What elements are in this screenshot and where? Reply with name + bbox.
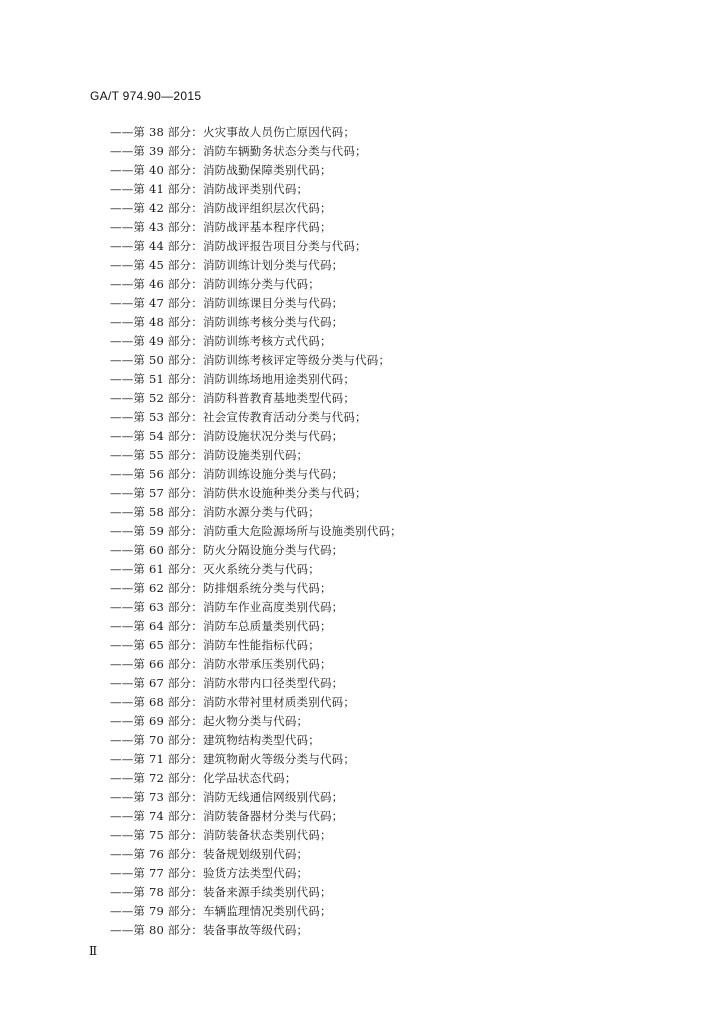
list-item bbox=[110, 617, 670, 636]
list-item bbox=[110, 921, 670, 940]
list-item bbox=[110, 161, 670, 180]
list-item-text: ——第 56 部分：消防训练设施分类与代码； bbox=[110, 467, 344, 481]
list-item bbox=[110, 408, 670, 427]
list-item-text: ——第 72 部分：化学品状态代码； bbox=[110, 771, 297, 785]
list-item-text: ——第 54 部分：消防设施状况分类与代码； bbox=[110, 429, 344, 443]
list-item bbox=[110, 446, 670, 465]
list-item-text: ——第 63 部分：消防车作业高度类别代码； bbox=[110, 600, 344, 614]
list-item bbox=[110, 712, 670, 731]
list-item bbox=[110, 636, 670, 655]
list-item-text: ——第 53 部分：社会宣传教育活动分类与代码； bbox=[110, 410, 367, 424]
list-item-text: ——第 76 部分：装备规划级别代码； bbox=[110, 847, 309, 861]
list-item bbox=[110, 389, 670, 408]
list-item bbox=[110, 218, 670, 237]
list-item-text: ——第 79 部分：车辆监理情况类别代码； bbox=[110, 904, 332, 918]
list-item bbox=[110, 674, 670, 693]
list-item-text: ——第 39 部分：消防车辆勤务状态分类与代码； bbox=[110, 144, 367, 158]
list-item-text: ——第 65 部分：消防车性能指标代码； bbox=[110, 638, 320, 652]
list-item bbox=[110, 465, 670, 484]
list-item-text: ——第 69 部分：起火物分类与代码； bbox=[110, 714, 309, 728]
list-item bbox=[110, 560, 670, 579]
list-item bbox=[110, 788, 670, 807]
list-item-text: ——第 57 部分：消防供水设施种类分类与代码； bbox=[110, 486, 367, 500]
list-item-text: ——第 52 部分：消防科普教育基地类型代码； bbox=[110, 391, 356, 405]
part-list bbox=[110, 123, 670, 940]
list-item-text: ——第 48 部分：消防训练考核分类与代码； bbox=[110, 315, 344, 329]
list-item bbox=[110, 731, 670, 750]
list-item-text: ——第 62 部分：防排烟系统分类与代码； bbox=[110, 581, 332, 595]
list-item-text: ——第 49 部分：消防训练考核方式代码； bbox=[110, 334, 332, 348]
list-item bbox=[110, 902, 670, 921]
list-item-text: ——第 67 部分：消防水带内口径类型代码； bbox=[110, 676, 344, 690]
list-item-text: ——第 44 部分：消防战评报告项目分类与代码； bbox=[110, 239, 367, 253]
list-item-text: ——第 66 部分：消防水带承压类别代码； bbox=[110, 657, 332, 671]
list-item bbox=[110, 294, 670, 313]
list-item-text: ——第 41 部分：消防战评类别代码； bbox=[110, 182, 309, 196]
list-item bbox=[110, 750, 670, 769]
list-item bbox=[110, 541, 670, 560]
list-item-text: ——第 45 部分：消防训练计划分类与代码； bbox=[110, 258, 344, 272]
list-item-text: ——第 71 部分：建筑物耐火等级分类与代码； bbox=[110, 752, 356, 766]
list-item bbox=[110, 693, 670, 712]
list-item bbox=[110, 826, 670, 845]
list-item-text: ——第 43 部分：消防战评基本程序代码； bbox=[110, 220, 332, 234]
list-item-text: ——第 58 部分：消防水源分类与代码； bbox=[110, 505, 320, 519]
list-item-text: ——第 61 部分：灭火系统分类与代码； bbox=[110, 562, 320, 576]
list-item bbox=[110, 123, 670, 142]
page-number: Ⅱ bbox=[89, 944, 98, 958]
list-item-text: ——第 74 部分：消防装备器材分类与代码； bbox=[110, 809, 344, 823]
list-item bbox=[110, 522, 670, 541]
list-item bbox=[110, 199, 670, 218]
list-item bbox=[110, 845, 670, 864]
list-item bbox=[110, 598, 670, 617]
list-item-text: ——第 40 部分：消防战勤保障类别代码； bbox=[110, 163, 332, 177]
list-item-text: ——第 75 部分：消防装备状态类别代码； bbox=[110, 828, 332, 842]
list-item-text: ——第 42 部分：消防战评组织层次代码； bbox=[110, 201, 332, 215]
list-item bbox=[110, 370, 670, 389]
list-item-text: ——第 38 部分：火灾事故人员伤亡原因代码； bbox=[110, 125, 356, 139]
list-item-text: ——第 59 部分：消防重大危险源场所与设施类别代码； bbox=[110, 524, 402, 538]
list-item-text: ——第 55 部分：消防设施类别代码； bbox=[110, 448, 309, 462]
list-item bbox=[110, 427, 670, 446]
list-item bbox=[110, 351, 670, 370]
list-item-text: ——第 70 部分：建筑物结构类型代码； bbox=[110, 733, 320, 747]
list-item-text: ——第 68 部分：消防水带衬里材质类别代码； bbox=[110, 695, 356, 709]
list-item bbox=[110, 484, 670, 503]
document-code-header: GA/T 974.90—2015 bbox=[90, 89, 202, 103]
list-item bbox=[110, 883, 670, 902]
list-item-text: ——第 77 部分：验货方法类型代码； bbox=[110, 866, 309, 880]
list-item bbox=[110, 579, 670, 598]
list-item bbox=[110, 313, 670, 332]
list-item bbox=[110, 769, 670, 788]
list-item bbox=[110, 275, 670, 294]
list-item-text: ——第 51 部分：消防训练场地用途类别代码； bbox=[110, 372, 356, 386]
list-item-text: ——第 80 部分：装备事故等级代码； bbox=[110, 923, 309, 937]
list-item bbox=[110, 864, 670, 883]
list-item bbox=[110, 237, 670, 256]
list-item-text: ——第 73 部分：消防无线通信网级别代码； bbox=[110, 790, 344, 804]
list-item-text: ——第 50 部分：消防训练考核评定等级分类与代码； bbox=[110, 353, 391, 367]
list-item bbox=[110, 256, 670, 275]
list-item bbox=[110, 655, 670, 674]
list-item-text: ——第 60 部分：防火分隔设施分类与代码； bbox=[110, 543, 344, 557]
list-item-text: ——第 78 部分：装备来源手续类别代码； bbox=[110, 885, 332, 899]
list-item-text: ——第 46 部分：消防训练分类与代码； bbox=[110, 277, 320, 291]
list-item-text: ——第 64 部分：消防车总质量类别代码； bbox=[110, 619, 332, 633]
list-item-text: ——第 47 部分：消防训练课目分类与代码； bbox=[110, 296, 344, 310]
list-item bbox=[110, 807, 670, 826]
list-item bbox=[110, 503, 670, 522]
list-item bbox=[110, 180, 670, 199]
list-item bbox=[110, 332, 670, 351]
list-item bbox=[110, 142, 670, 161]
